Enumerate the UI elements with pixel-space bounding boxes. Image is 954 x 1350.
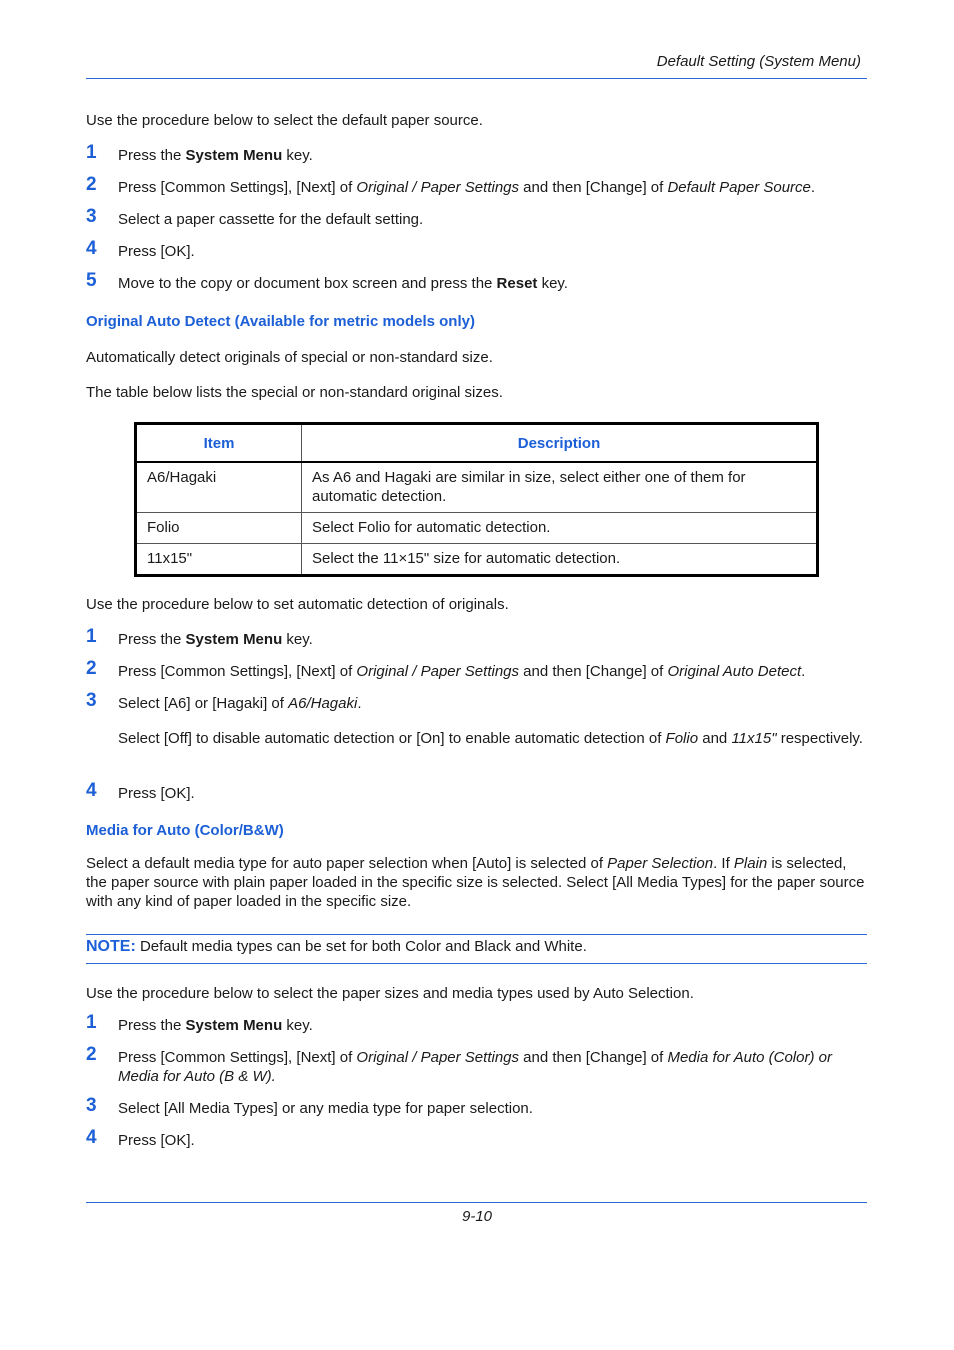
note: [86, 937, 867, 956]
step-number: 1: [86, 142, 97, 163]
table-cell: 11x15": [136, 544, 302, 576]
step-text: Select [A6] or [Hagaki] of A6/Hagaki.: [118, 695, 362, 712]
step-number: 2: [86, 174, 97, 195]
step-text: Select a paper cassette for the default setting.: [118, 211, 424, 228]
table-row: [136, 544, 818, 576]
step-number: 5: [86, 270, 97, 291]
step-number: 1: [86, 1012, 97, 1033]
step-number: 3: [86, 690, 97, 711]
step-text: Press [Common Settings], [Next] of Original / Paper Settings and then [Change] of Original Auto Detect.: [118, 663, 806, 680]
paragraph: Use the procedure below to set automatic detection of originals.: [86, 596, 509, 613]
step-text: Select [All Media Types] or any media type for paper selection.: [118, 1100, 533, 1117]
step-text: Press [OK].: [118, 243, 195, 260]
paragraph: The table below lists the special or non-standard original sizes.: [86, 384, 503, 401]
step-text: Press [Common Settings], [Next] of Original / Paper Settings and then [Change] of Media for Auto (Color) or Media for Auto (B & W).: [118, 1049, 832, 1085]
running-header: Default Setting (System Menu): [656, 53, 861, 70]
column-header-description: Description: [302, 424, 818, 463]
note-top-rule: [86, 934, 867, 935]
step-number: 4: [86, 238, 97, 259]
step-number: 3: [86, 1095, 97, 1116]
table-cell: Select the 11×15" size for automatic detection.: [302, 544, 818, 576]
step-number: 2: [86, 658, 97, 679]
table-row: [136, 462, 818, 513]
step-number: 1: [86, 626, 97, 647]
step-number: 2: [86, 1044, 97, 1065]
page-number: 9-10: [461, 1208, 493, 1225]
step-text: Select [Off] to disable automatic detection or [On] to enable automatic detection of Folio and 11x15" respectively.: [118, 730, 863, 747]
paragraph: Use the procedure below to select the paper sizes and media types used by Auto Selection.: [86, 985, 694, 1002]
step-number: 4: [86, 780, 97, 801]
paragraph: Select a default media type for auto paper selection when [Auto] is selected of Paper Selection. If Plain is selected, the paper source with plain paper loaded in the specific size is selected. Select [All Media Types] for the paper source with any kind of paper loaded in the specific size.: [86, 855, 865, 910]
step-number: 4: [86, 1127, 97, 1148]
sizes-table: [134, 422, 819, 577]
section-heading: Original Auto Detect (Available for metric models only): [86, 313, 475, 330]
note-label: NOTE:: [86, 938, 136, 955]
note-bottom-rule: [86, 963, 867, 964]
header-rule: [86, 78, 867, 79]
table-cell: Folio: [136, 513, 302, 544]
section-heading: Media for Auto (Color/B&W): [86, 822, 284, 839]
table-cell: Select Folio for automatic detection.: [302, 513, 818, 544]
table-header-row: [136, 424, 818, 463]
step-number: 3: [86, 206, 97, 227]
table-cell: A6/Hagaki: [136, 462, 302, 513]
step-text: Move to the copy or document box screen and press the Reset key.: [118, 275, 568, 292]
table-cell: As A6 and Hagaki are similar in size, select either one of them for automatic detection.: [302, 462, 818, 513]
step-text: Press [Common Settings], [Next] of Original / Paper Settings and then [Change] of Default Paper Source.: [118, 179, 816, 196]
footer-rule: [86, 1202, 867, 1203]
intro-paragraph: Use the procedure below to select the default paper source.: [86, 112, 483, 129]
step-text: Press [OK].: [118, 785, 195, 802]
note-text: Default media types can be set for both Color and Black and White.: [135, 938, 587, 955]
step-text: Press the System Menu key.: [118, 147, 313, 164]
paragraph: Automatically detect originals of special or non-standard size.: [86, 349, 493, 366]
step-text: Press the System Menu key.: [118, 631, 313, 648]
table-row: [136, 513, 818, 544]
column-header-item: Item: [136, 424, 302, 463]
step-text: Press [OK].: [118, 1132, 195, 1149]
step-text: Press the System Menu key.: [118, 1017, 313, 1034]
